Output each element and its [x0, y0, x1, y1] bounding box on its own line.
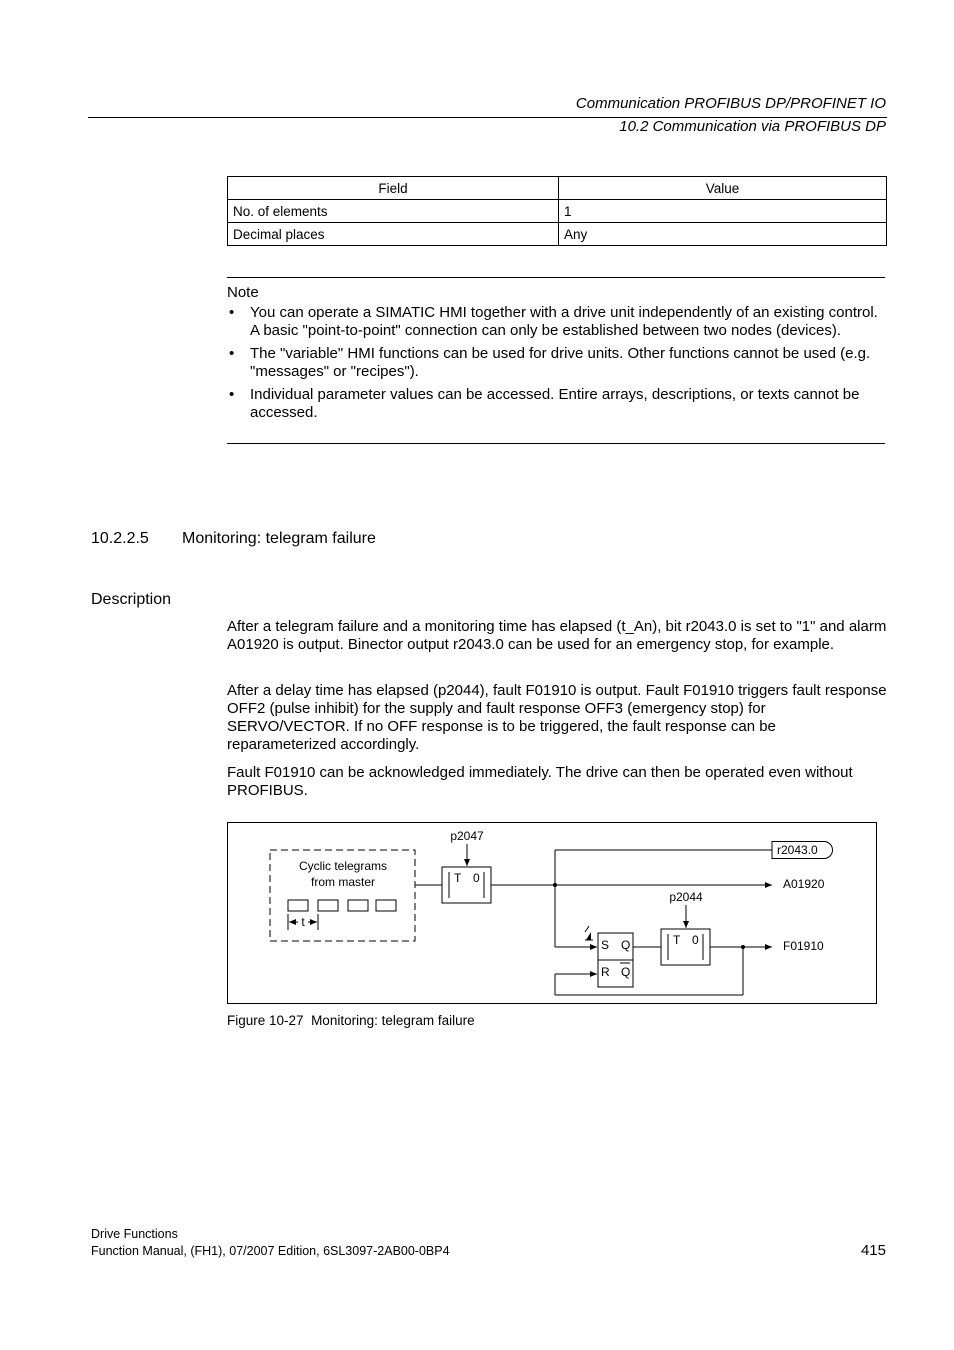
table-cell: 1	[559, 200, 887, 223]
note-list	[227, 304, 887, 427]
table-row	[228, 200, 887, 223]
section-heading	[91, 530, 376, 548]
running-header-chapter: Communication PROFIBUS DP/PROFINET IO	[575, 95, 886, 112]
table-cell: Any	[559, 223, 887, 246]
note-item	[227, 345, 887, 381]
note-item-text: The "variable" HMI functions can be used for drive units. Other functions cannot be used (e.g. "messages" or "recipes").	[250, 345, 871, 380]
caption-title: Monitoring: telegram failure	[311, 1013, 475, 1028]
footer-line-2: Function Manual, (FH1), 07/2007 Edition, 6SL3097-2AB00-0BP4	[91, 1244, 450, 1258]
subheading: Description	[91, 591, 172, 608]
timer1-t: T	[454, 871, 462, 885]
output-bit-label: r2043.0	[777, 843, 818, 857]
note-top-rule	[227, 277, 885, 278]
table-row	[228, 223, 887, 246]
cyclic-label-1: Cyclic telegrams	[298, 859, 388, 873]
note-item-text: Individual parameter values can be accessed. Entire arrays, descriptions, or texts cannot be accessed.	[250, 386, 860, 421]
param-p2044: p2044	[669, 890, 703, 904]
note-item-text: You can operate a SIMATIC HMI together with a drive unit independently of an existing control.	[250, 304, 878, 321]
telegram-block	[348, 900, 368, 911]
note-item-text: A basic "point-to-point" connection can only be established between two nodes (devices).	[250, 322, 842, 339]
table-cell: Decimal places	[228, 223, 559, 246]
edge-trigger-symbol	[586, 932, 591, 940]
ff-q: Q	[621, 938, 631, 952]
ff-r: R	[601, 965, 610, 979]
telegram-block	[376, 900, 396, 911]
fault-label: F01910	[783, 939, 824, 953]
note-bottom-rule	[227, 443, 885, 444]
footer-line-1: Drive Functions	[91, 1227, 178, 1241]
table-header-row	[228, 177, 887, 200]
alarm-label: A01920	[783, 877, 825, 891]
ff-s: S	[601, 938, 610, 952]
section-title: Monitoring: telegram failure	[182, 530, 376, 547]
telegram-block	[318, 900, 338, 911]
table-header-value: Value	[559, 177, 887, 200]
parameter-table	[227, 176, 887, 246]
body-paragraph: Fault F01910 can be acknowledged immediately. The drive can then be operated even without PROFIBUS.	[227, 764, 853, 799]
page-number: 415	[860, 1242, 886, 1259]
note-item	[227, 386, 887, 422]
figure-diagram	[227, 822, 877, 1004]
table-cell: No. of elements	[228, 200, 559, 223]
diagram-svg	[227, 822, 877, 1004]
timer2-t: T	[673, 933, 681, 947]
body-paragraph: After a telegram failure and a monitoring time has elapsed (t_An), bit r2043.0 is set to "1" and alarm A01920 is output. Binector output r2043.0 can be used for an emergency stop, for example.	[227, 618, 887, 653]
timer2-0: 0	[692, 933, 699, 947]
ff-qbar: Q	[621, 965, 631, 979]
t-label: t	[301, 915, 305, 929]
table-header-field: Field	[228, 177, 559, 200]
section-number: 10.2.2.5	[91, 530, 149, 547]
param-p2047: p2047	[450, 829, 484, 843]
caption-number: Figure 10-27	[227, 1013, 304, 1028]
timer1-0: 0	[473, 871, 480, 885]
cyclic-label-2: from master	[310, 875, 376, 889]
note-title: Note	[227, 284, 259, 301]
telegram-block	[288, 900, 308, 911]
running-header-section: 10.2 Communication via PROFIBUS DP	[619, 118, 886, 135]
body-paragraph: After a delay time has elapsed (p2044), fault F01910 is output. Fault F01910 triggers fault response OFF2 (pulse inhibit) for the supply and fault response OFF3 (emergency stop) for SERVO/VECTOR. If no OFF response is to be triggered, the fault response can be reparameterized accordingly.	[227, 682, 887, 753]
note-item	[227, 304, 887, 340]
figure-caption	[227, 1013, 475, 1028]
